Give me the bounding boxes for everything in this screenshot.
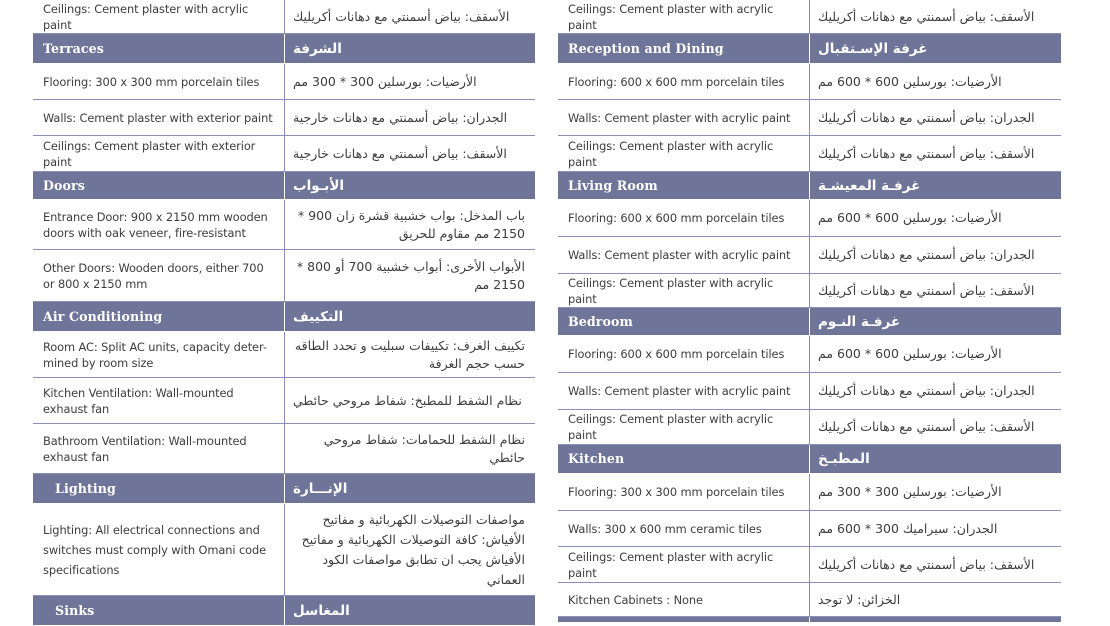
spec-row [33,64,535,100]
spec-ar: الجدران: بياض أسمنتي مع دهانات خارجية [284,100,535,135]
spec-row [33,424,535,474]
spec-en: Ceilings: Cement plaster with acrylic paint [568,1,774,32]
spec-en: Flooring: 600 x 600 mm porcelain tiles [568,347,785,361]
spec-row [558,274,1061,308]
spec-en: Room AC: Split AC units, capacity deter-mined by room size [43,339,267,370]
spec-row [558,237,1061,274]
spec-en: Entrance Door: 900 x 2150 mm wooden doors with oak veneer, fire-resistant [43,209,268,240]
spec-row [558,583,1061,617]
section-title-ar: غرفـة المعيشـة [809,172,1061,199]
spec-ar: الأسقف: بياض أسمنتي مع دهانات أكريليك [809,547,1061,582]
spec-en: Other Doors: Wooden doors, either 700 or 800 x 2150 mm [43,260,264,291]
spec-row [558,547,1061,583]
spec-en: Ceilings: Cement plaster with exterior paint [43,138,256,169]
spec-en: Flooring: 300 x 300 mm porcelain tiles [568,485,785,499]
spec-row [558,0,1061,34]
section-title-ar: الشرفة [284,34,535,63]
spec-en: Flooring: 600 x 600 mm porcelain tiles [568,211,785,225]
section-header-living-room [558,172,1061,200]
spec-en: Walls: Cement plaster with acrylic paint [568,384,791,398]
spec-ar: الجدران: بياض أسمنتي مع دهانات أكريليك [809,100,1061,135]
spec-ar: الأسقف: بياض أسمنتي مع دهانات خارجية [284,136,535,171]
section-title-en: Doors [43,177,85,193]
spec-en: Ceilings: Cement plaster with acrylic paint [43,1,249,32]
section-title-en: Air Conditioning [43,308,163,324]
spec-en: Ceilings: Cement plaster with acrylic paint [568,549,774,580]
spec-ar: مواصفات التوصيلات الكهربائية و مفاتيح الأفياش: كافة التوصيلات الكهربائية و مفاتيح الأفياش يجب ان تطابق مواصفات الكود العماني [284,504,535,595]
spec-row [558,511,1061,547]
spec-row [558,373,1061,410]
spec-ar: الأسقف: بياض أسمنتي مع دهانات أكريليك [284,0,535,33]
spec-en: Bathroom Ventilation: Wall-mounted exhaust fan [43,433,247,464]
spec-en: Flooring: 300 x 300 mm porcelain tiles [43,74,260,89]
spec-en: Kitchen Cabinets : None [568,592,703,607]
spec-ar: الأسقف: بياض أسمنتي مع دهانات أكريليك [809,136,1061,171]
spec-row [558,136,1061,172]
section-header-sinks [33,596,535,626]
section-title-ar: المغاسل [284,596,535,625]
spec-ar: الجدران: بياض أسمنتي مع دهانات أكريليك [809,237,1061,273]
spec-ar: الأرضيات: بورسلين 600 * 600 مم [809,200,1061,236]
section-title-ar: غرفة الإسـتقبال [809,34,1061,63]
spec-row [33,0,535,34]
spec-ar: الأرضيات: بورسلين 600 * 600 مم [809,64,1061,99]
section-title-en [558,617,809,622]
section-title-ar: الأبـواب [284,172,535,199]
section-title-en: Lighting [55,480,116,496]
spec-row [558,200,1061,237]
spec-ar: الأبواب الأخرى: أبواب خشبية 700 أو 800 * 2150 مم [284,250,535,301]
spec-row [33,200,535,250]
section-title-en: Sinks [55,602,95,618]
spec-ar: نظام الشفط للحمامات: شفاط مروحي حائطي [284,424,535,473]
spec-en: Kitchen Ventilation: Wall-mounted exhaust fan [43,385,234,416]
spec-row [558,410,1061,445]
section-title-ar: الإنـــارة [284,474,535,503]
spec-en: Walls: Cement plaster with acrylic paint [568,248,791,262]
spec-ar: الأسقف: بياض أسمنتي مع دهانات أكريليك [809,0,1061,33]
spec-row [33,250,535,302]
section-title-en: Living Room [568,177,658,193]
spec-en: Walls: 300 x 600 mm ceramic tiles [568,521,762,536]
spec-ar: باب المدخل: بواب خشبية قشرة زان 900 * 2150 مم مقاوم للحريق [284,200,535,249]
spec-row [558,336,1061,373]
section-header-kitchen [558,445,1061,474]
section-title-ar: التكييف [284,302,535,331]
section-header-air-conditioning [33,302,535,332]
spec-row [33,332,535,378]
section-header-terraces [33,34,535,64]
spec-row [33,504,535,596]
spec-ar: الجدران: بياض أسمنتي مع دهانات أكريليك [809,373,1061,409]
spec-ar: الأسقف: بياض أسمنتي مع دهانات أكريليك [809,274,1061,307]
spec-ar: نظام الشفط للمطبخ: شفاط مروحي حائطي [284,378,535,423]
spec-ar: الأرضيات: بورسلين 300 * 300 مم [284,64,535,99]
spec-en: Ceilings: Cement plaster with acrylic paint [568,412,774,442]
spec-row [558,474,1061,511]
spec-row [558,100,1061,136]
spec-ar: الخزائن: لا توجد [809,583,1061,616]
spec-en: Ceilings: Cement plaster with acrylic paint [568,138,774,169]
section-header-bedroom [558,308,1061,336]
spec-en: Lighting: All electrical connections and switches must comply with Omani code specifications [43,522,267,577]
section-title-en: Kitchen [568,451,625,466]
section-title-ar: المطبـخ [809,445,1061,473]
spec-ar: الأرضيات: بورسلين 600 * 600 مم [809,336,1061,372]
section-header-partial [558,617,1061,623]
section-header-reception [558,34,1061,64]
section-title-ar: غرفـة النـوم [809,308,1061,335]
spec-en: Walls: Cement plaster with exterior paint [43,110,273,125]
spec-row [558,64,1061,100]
spec-ar: الجدران: سيراميك 300 * 600 مم [809,511,1061,546]
spec-row [33,100,535,136]
spec-en: Ceilings: Cement plaster with acrylic paint [568,275,774,306]
spec-en: Flooring: 600 x 600 mm porcelain tiles [568,74,785,89]
spec-ar: الأسقف: بياض أسمنتي مع دهانات أكريليك [809,410,1061,444]
spec-en: Walls: Cement plaster with acrylic paint [568,110,791,125]
spec-row [33,136,535,172]
section-title-en: Bedroom [568,313,633,329]
section-header-lighting [33,474,535,504]
spec-row [33,378,535,424]
section-header-doors [33,172,535,200]
section-title-ar [809,617,1061,622]
section-title-en: Terraces [43,40,104,56]
spec-ar: تكييف الغرف: تكييفات سبليت و تحدد الطاقه حسب حجم الغرفة [284,332,535,377]
spec-ar: الأرضيات: بورسلين 300 * 300 مم [809,474,1061,510]
section-title-en: Reception and Dining [568,40,724,56]
